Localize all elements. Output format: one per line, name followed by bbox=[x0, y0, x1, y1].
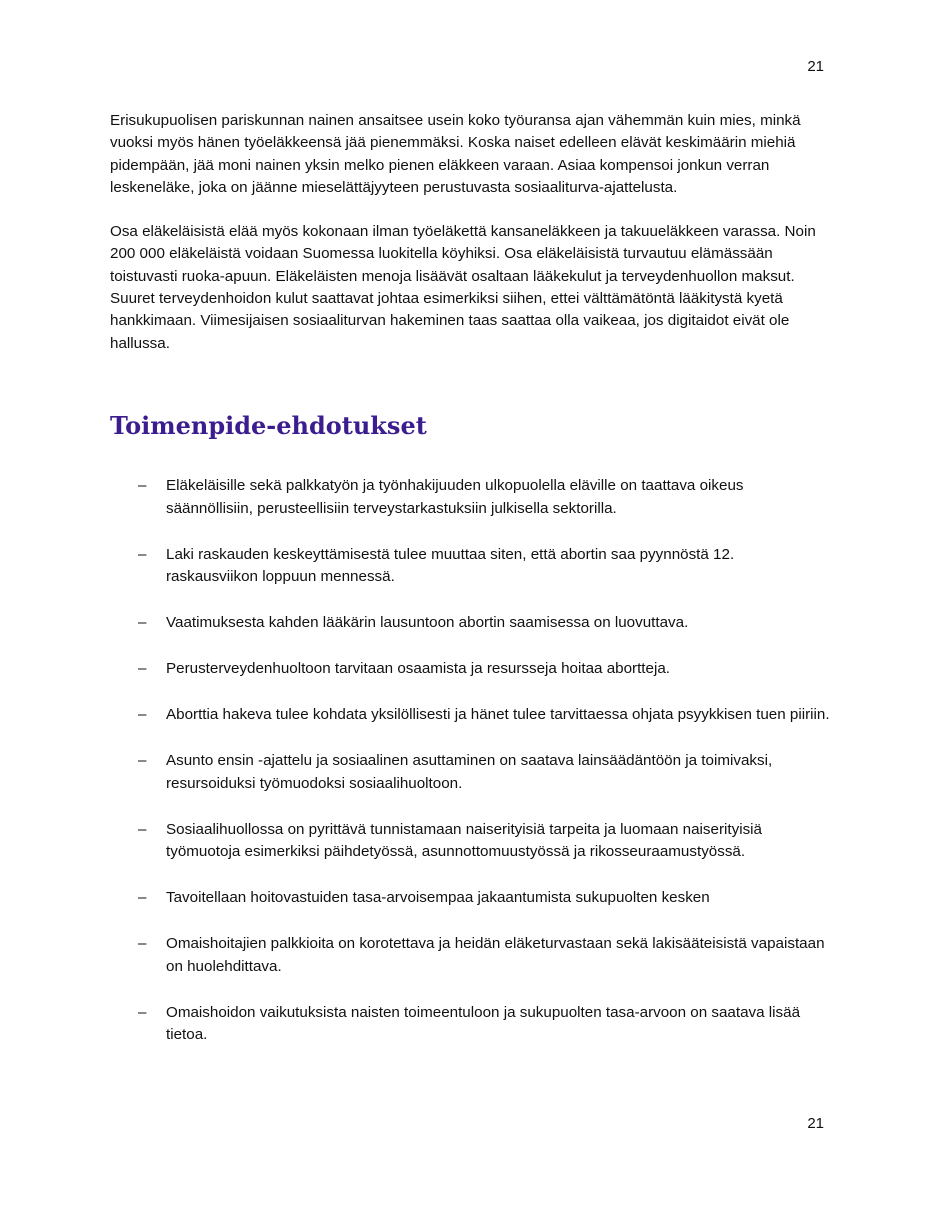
proposal-list bbox=[110, 475, 830, 1047]
dash-bullet: – bbox=[138, 752, 147, 770]
list-item bbox=[110, 544, 830, 589]
list-item-text: Perusterveydenhuoltoon tarvitaan osaamista ja resursseja hoitaa abortteja. bbox=[166, 660, 671, 678]
dash-bullet: – bbox=[138, 614, 147, 632]
dash-bullet: – bbox=[138, 660, 147, 678]
list-item bbox=[110, 933, 830, 978]
list-item-text: Omaishoitajien palkkioita on korotettava ja heidän eläketurvastaan sekä lakisääteisistä vapaistaan on huolehdittava. bbox=[166, 935, 825, 975]
page-number-bottom: 21 bbox=[807, 1115, 824, 1132]
list-item-text: Laki raskauden keskeyttämisestä tulee muuttaa siten, että abortin saa pyynnöstä 12. raskausviikon loppuun mennessä. bbox=[166, 545, 735, 586]
list-item-text: Eläkeläisille sekä palkkatyön ja työnhakijuuden ulkopuolella eläville on taattava oikeus säännöllisiin, perusteellisiin terveystarkastuksiin julkisella sektorilla. bbox=[166, 476, 744, 517]
dash-bullet: – bbox=[138, 935, 147, 953]
page-number-top: 21 bbox=[807, 58, 824, 75]
list-item bbox=[110, 658, 830, 681]
list-item-text: Omaishoidon vaikutuksista naisten toimeentuloon ja sukupuolten tasa-arvoon on saatava lisää tietoa. bbox=[166, 1003, 801, 1044]
list-item bbox=[110, 887, 830, 910]
paragraph: Erisukupuolisen pariskunnan nainen ansaitsee usein koko työuransa ajan vähemmän kuin mies, minkä vuoksi myös hänen työeläkkeensä jää pienemmäksi. Koska naiset edelleen elävät keskimäärin miehiä pidempään, jää moni nainen yksin melko pienen eläkkeen varaan. Asiaa kompensoi jonkun verran leskeneläke, joka on jäänne mieselättäjyyteen perustuvasta sosiaaliturva-ajattelusta. bbox=[110, 112, 801, 196]
section-heading: Toimenpide-ehdotukset bbox=[110, 410, 427, 440]
list-item-text: Asunto ensin -ajattelu ja sosiaalinen asuttaminen on saatava lainsäädäntöön ja toimivaksi, resursoiduksi työmuodoksi sosiaalihuoltoon. bbox=[166, 752, 773, 792]
list-item bbox=[110, 612, 830, 635]
list-item-text: Sosiaalihuollossa on pyrittävä tunnistamaan naiserityisiä tarpeita ja luomaan naiserityisiä työmuotoja esimerkiksi päihdetyössä, asunnottomuustyössä ja rikosseuraamustyössä. bbox=[166, 820, 763, 861]
dash-bullet: – bbox=[138, 476, 147, 494]
list-item bbox=[110, 475, 830, 520]
dash-bullet: – bbox=[138, 889, 147, 907]
dash-bullet: – bbox=[138, 1003, 147, 1021]
list-item bbox=[110, 750, 830, 795]
list-item bbox=[110, 704, 830, 727]
paragraph: Osa eläkeläisistä elää myös kokonaan ilman työeläkettä kansaneläkkeen ja takuueläkkeen varassa. Noin 200 000 eläkeläistä voidaan Suomessa luokitella köyhiksi. Osa eläkeläisistä turvautuu elämässään toistuvasti ruoka-apuun. Eläkeläisten menoja lisäävät osaltaan lääkekulut ja terveydenhuollon maksut. Suuret terveydenhoidon kulut saattavat johtaa esimerkiksi siihen, ettei välttämätöntä lääkitystä kyetä hankkimaan. Viimesijaisen sosiaaliturvan hakeminen taas saattaa olla vaikeaa, jos digitaidot eivät ole hallussa. bbox=[110, 223, 816, 352]
dash-bullet: – bbox=[138, 545, 147, 563]
list-item-text: Vaatimuksesta kahden lääkärin lausuntoon abortin saamisessa on luovuttava. bbox=[166, 614, 689, 632]
list-item bbox=[110, 1002, 830, 1047]
dash-bullet: – bbox=[138, 820, 147, 838]
list-item-text: Aborttia hakeva tulee kohdata yksilöllisesti ja hänet tulee tarvittaessa ohjata psyykkisen tuen piiriin. bbox=[166, 706, 830, 724]
document-body bbox=[110, 110, 830, 1070]
dash-bullet: – bbox=[138, 706, 147, 724]
list-item-text: Tavoitellaan hoitovastuiden tasa-arvoisempaa jakaantumista sukupuolten kesken bbox=[166, 889, 710, 907]
list-item bbox=[110, 819, 830, 864]
